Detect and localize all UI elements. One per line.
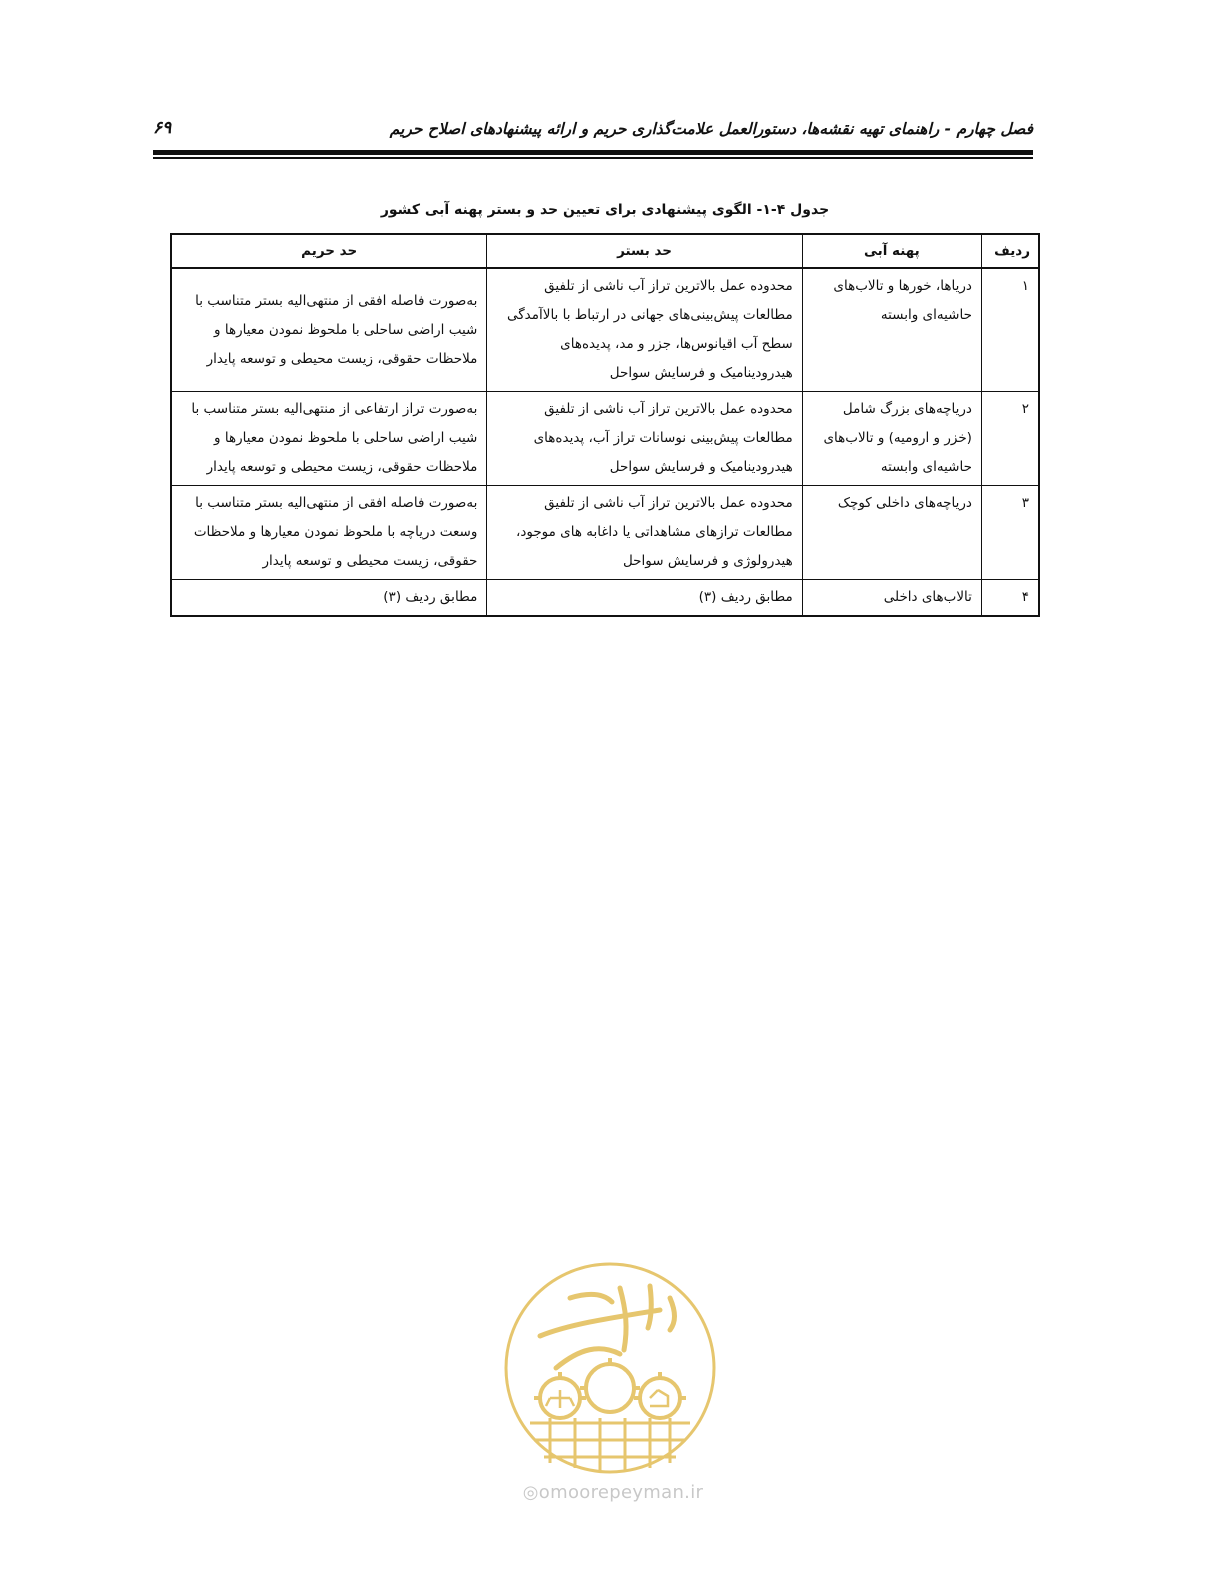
- running-header: [153, 116, 1033, 146]
- table-header-row: [171, 234, 1039, 268]
- globe-icon: ◎: [522, 1482, 539, 1503]
- privacy-limit-cell: مطابق ردیف (۳): [171, 580, 487, 617]
- header-rule: [153, 150, 1033, 155]
- table-row: [171, 580, 1039, 617]
- watermark-site: ◎omoorepeyman.ir: [522, 1482, 704, 1503]
- table-row: [171, 486, 1039, 580]
- privacy-limit-cell: به‌صورت تراز ارتفاعی از منتهی‌الیه بستر متناسب با شیب اراضی ساحلی با ملحوظ نمودن معیارها و ملاحظات حقوقی، زیست محیطی و توسعه پایدار: [171, 392, 487, 486]
- header-bed-limit: حد بستر: [487, 234, 802, 268]
- header-rule-thin: [153, 157, 1033, 159]
- scales-icon: [546, 1390, 574, 1408]
- row-number: ۱: [981, 268, 1039, 392]
- header-privacy-limit: حد حریم: [171, 234, 487, 268]
- chapter-title: فصل چهارم - راهنمای تهیه نقشه‌ها، دستورالعمل علامت‌گذاری حریم و ارائه پیشنهادهای اصلاح حریم: [389, 120, 1033, 138]
- bed-limit-cell: محدوده عمل بالاترین تراز آب ناشی از تلفیق مطالعات پیش‌بینی نوسانات تراز آب، پدیده‌های هیدرودینامیک و فرسایش سواحل: [487, 392, 802, 486]
- table-row: [171, 392, 1039, 486]
- row-number: ۴: [981, 580, 1039, 617]
- privacy-limit-cell: به‌صورت فاصله افقی از منتهی‌الیه بستر متناسب با شیب اراضی ساحلی با ملحوظ نمودن معیارها و ملاحظات حقوقی، زیست محیطی و توسعه پایدار: [171, 268, 487, 392]
- bed-limit-cell: محدوده عمل بالاترین تراز آب ناشی از تلفیق مطالعات پیش‌بینی‌های جهانی در ارتباط با بالاآمدگی سطح آب اقیانوس‌ها، جزر و مد، پدیده‌های هیدرودینامیک و فرسایش سواحل: [487, 268, 802, 392]
- watermark-logo: [500, 1258, 720, 1478]
- water-body-cell: دریاچه‌های داخلی کوچک: [802, 486, 981, 580]
- water-body-cell: دریاچه‌های بزرگ شامل (خزر و ارومیه) و تالاب‌های حاشیه‌ای وابسته: [802, 392, 981, 486]
- excavator-icon: [650, 1390, 668, 1406]
- row-number: ۳: [981, 486, 1039, 580]
- water-body-cell: تالاب‌های داخلی: [802, 580, 981, 617]
- header-row-number: ردیف: [981, 234, 1039, 268]
- bed-limit-cell: مطابق ردیف (۳): [487, 580, 802, 617]
- bed-limit-cell: محدوده عمل بالاترین تراز آب ناشی از تلفیق مطالعات ترازهای مشاهداتی یا داغابه های موجود، هیدرولوژی و فرسایش سواحل: [487, 486, 802, 580]
- water-body-table: [170, 233, 1040, 617]
- brick-grid: [530, 1418, 690, 1472]
- table-caption: جدول ۴-۱- الگوی پیشنهادی برای تعیین حد و بستر پهنه آبی کشور: [380, 202, 830, 218]
- table-row: [171, 268, 1039, 392]
- header-water-body: پهنه آبی: [802, 234, 981, 268]
- logo-calligraphy-icon: [540, 1286, 675, 1368]
- water-body-cell: دریاها، خورها و تالاب‌های حاشیه‌ای وابسته: [802, 268, 981, 392]
- row-number: ۲: [981, 392, 1039, 486]
- page-number: ۶۹: [153, 118, 172, 138]
- privacy-limit-cell: به‌صورت فاصله افقی از منتهی‌الیه بستر متناسب با وسعت دریاچه با ملحوظ نمودن معیارها و ملاحظات حقوقی، زیست محیطی و توسعه پایدار: [171, 486, 487, 580]
